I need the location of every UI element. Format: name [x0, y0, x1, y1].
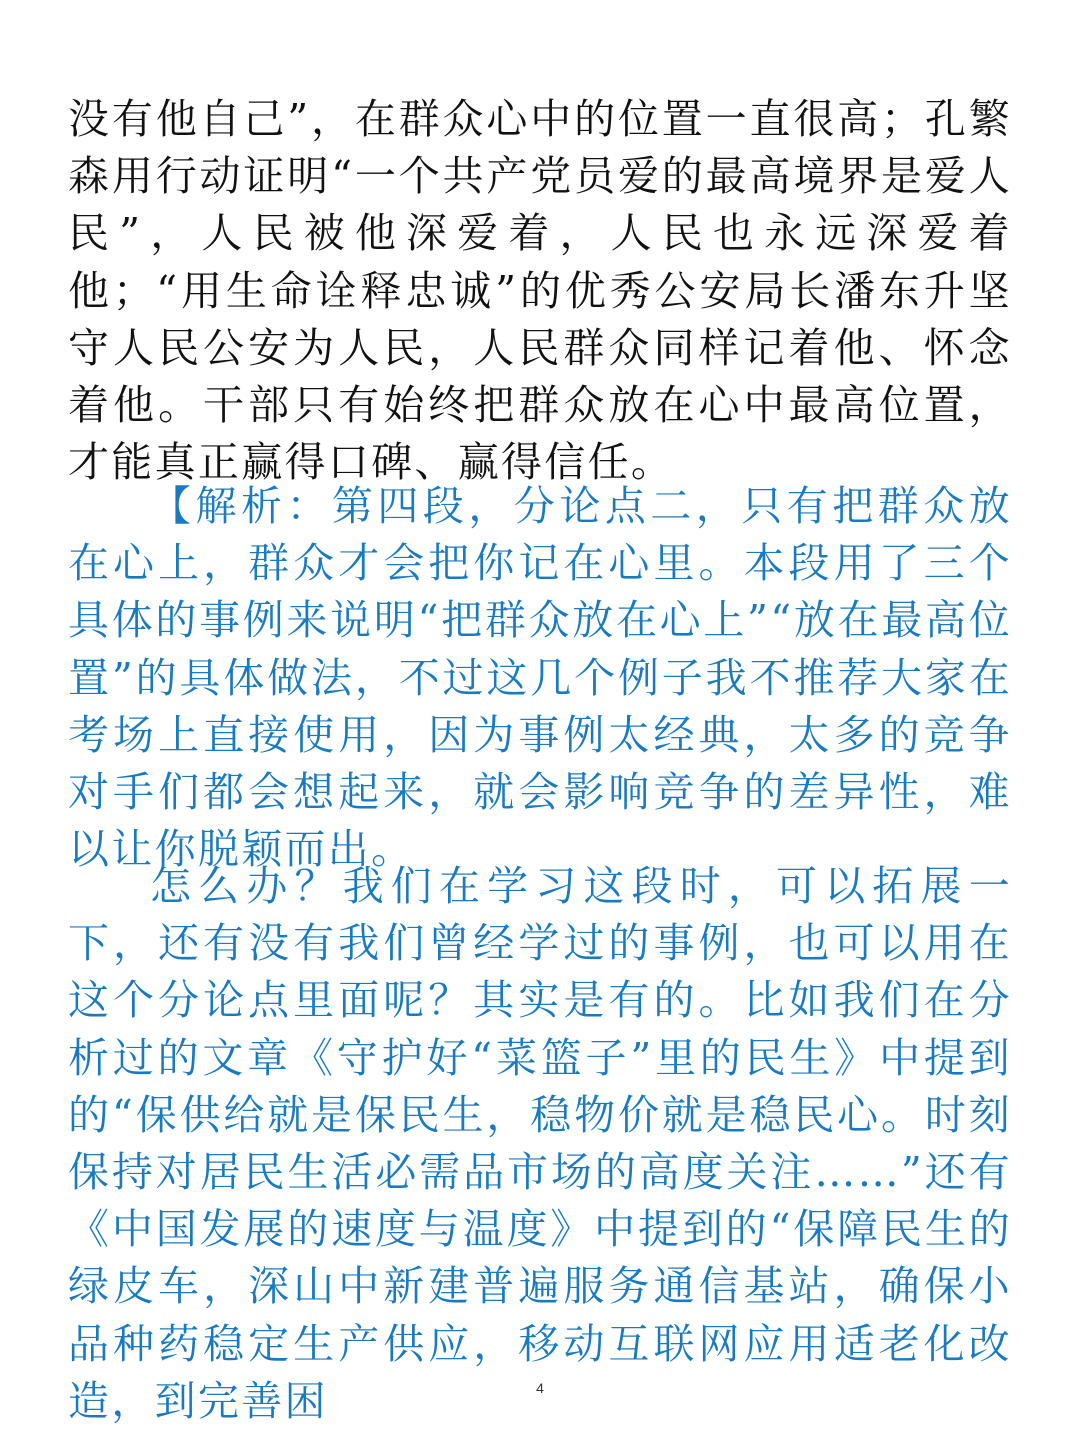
analysis-paragraph: 【解析：第四段，分论点二，只有把群众放在心上，群众才会把你记在心里。本段用了三个具体的事例来说明“把群众放在心上”“放在最高位置”的具体做法，不过这几个例子我不推荐大家在考场上直接使用，因为事例太经典，太多的竞争对手们都会想起来，就会影响竞争的差异性，难以让你脱颖而出。 [68, 482, 1012, 874]
extension-paragraph: 怎么办？我们在学习这段时，可以拓展一下，还有没有我们曾经学过的事例，也可以用在这个分论点里面呢？其实是有的。比如我们在分析过的文章《守护好“菜篮子”里的民生》中提到的“保供给就是保民生，稳物价就是稳民心。时刻保持对居民生活必需品市场的高度关注……”还有《中国发展的速度与温度》中提到的“保障民生的绿皮车，深山中新建普遍服务通信基站，确保小品种药稳定生产供应，移动互联网应用适老化改造，到完善困 [68, 862, 1012, 1425]
main-body-paragraph: 没有他自己”，在群众心中的位置一直很高；孔繁森用行动证明“一个共产党员爱的最高境界是爱人民”，人民被他深爱着，人民也永远深爱着他；“用生命诠释忠诚”的优秀公安局长潘东升坚守人民公安为人民，人民群众同样记着他、怀念着他。干部只有始终把群众放在心中最高位置，才能真正赢得口碑、赢得信任。 [68, 95, 1012, 487]
page-number: 4 [536, 1380, 544, 1396]
